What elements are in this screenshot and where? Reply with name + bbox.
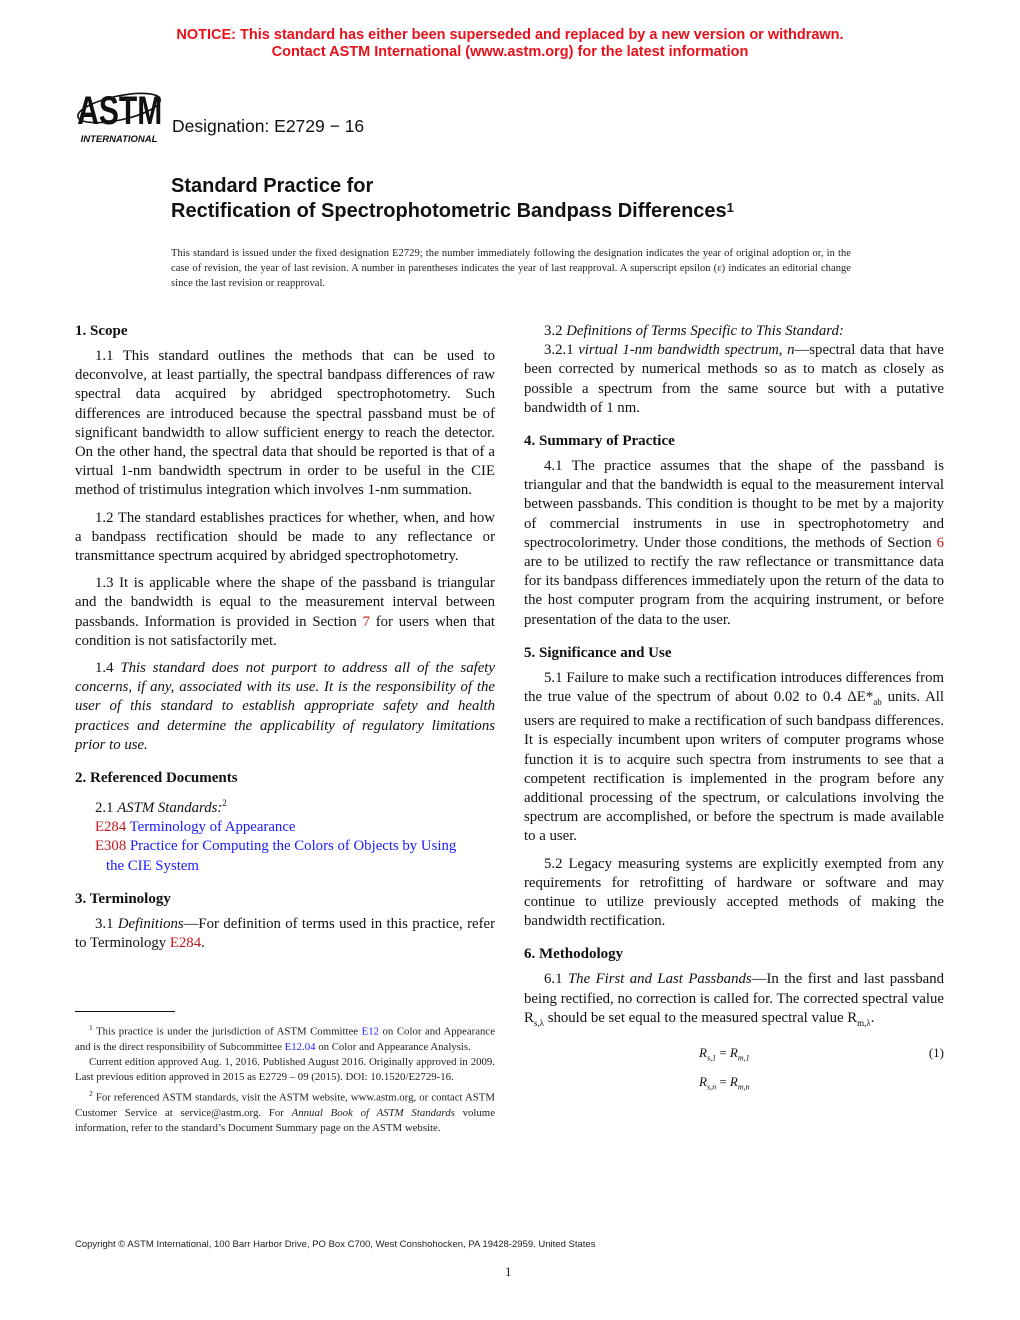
section-heading-methodology: 6. Methodology [524,946,624,963]
e284-link[interactable]: E284 [169,935,202,951]
footnote-2: $^2$ For referenced ASTM standards, visit the ASTM website, www.astm.org, or contact ASTM Customer Service at service@astm.org. For Annual Book of ASTM Standards volume information, refer to the standard’s Document Summary page on the ASTM website. [75,1088,495,1134]
title-footnote-mark[interactable]: 1 [726,200,734,215]
paragraph-3-2: 3.2 Definitions of Terms Specific to This Standard: [544,323,844,339]
title-line-2: Rectification of Spectrophotometric Bandpass Differences$^1$ [171,200,734,222]
footnote-2-mark[interactable]: 2 [222,798,227,809]
subcommittee-e12-04-link[interactable]: E12.04 [284,1040,316,1053]
page-number: 1 [505,1264,512,1279]
footnotes [75,1020,495,1136]
copyright-notice: Copyright © ASTM International, 100 Barr Harbor Drive, PO Box C700, West Conshohocken, PA 19428-2959. United States [75,1239,596,1250]
paragraph-1-1: 1.1 This standard outlines the methods that can be used to deconvolve, at least partially, the spectral bandpass differences of raw spectral data acquired by abridged spectrophotometry. Such differences are introduced because the spectral passband must be of significant bandwidth to allow sufficient energy to reach the detector. On the other hand, the spectral data that should be reported is that of a virtual 1-nm bandwidth spectrum in order to be useful in the CIE method of tristimulus integration which involves 1-nm summation. [75,348,495,499]
issuance-statement: This standard is issued under the fixed designation E2729; the number immediately following the designation indicates the year of original adoption or, in the case of revision, the year of last revision. A number in parentheses indicates the year of last reapproval. A superscript epsilon (ε) indicates an editorial change since the last revision or reapproval. [171,248,851,289]
footnote-divider [75,1011,175,1012]
section-heading-summary: 4. Summary of Practice [524,433,675,450]
footnote-1: $^1$ This practice is under the jurisdiction of ASTM Committee E12 on Color and Appearance and is the direct responsibility of Subcommittee E12.04 on Color and Appearance Analysis. [75,1023,496,1053]
notice-line-2: Contact ASTM International (www.astm.org) for the latest information [271,44,749,60]
reference-title[interactable]: Practice for Computing the Colors of Objects by Using [129,838,457,855]
paragraph-1-2: 1.2 The standard establishes practices for whether, when, and how a bandpass rectification should be made to any reflectance or transmittance spectrum acquired by abridged spectrophotometry. [75,509,495,565]
paragraph-4-1: 4.1 The practice assumes that the shape of the passband is triangular and that the bandwidth is equal to the measurement interval between passbands. This condition is thought to be met by a majority of commercial instruments in use in spectrophotometry and spectrocolorimetry. Under those conditions, the methods of Section 6 are to be utilized to rectify the raw reflectance or transmittance data for its bandpass differences immediately upon the return of the data to the host computer program from the acquiring instrument, or before presentation of the data to the user. [524,458,944,628]
section-heading-terminology: 3. Terminology [75,890,171,907]
reference-e308[interactable] [75,837,495,875]
notice-line-1: NOTICE: This standard has either been superseded and replaced by a new version or withdrawn. [176,27,844,43]
astm-logo [74,78,164,146]
referenced-standards-list [75,818,495,876]
reference-code[interactable]: E284 [95,819,127,836]
left-column [75,322,495,953]
equation-line-first: $R_{s,1} = R_{m,1}$ [699,1045,750,1063]
reference-title[interactable]: Terminology of Appearance [129,819,296,836]
edition-info: Current edition approved Aug. 1, 2016. Published August 2016. Originally approved in 2009. Last previous edition approved in 2015 as E2729 – 09 (2015). DOI: 10.1520/E2729-16. [75,1056,495,1084]
paragraph-1-4: 1.4 This standard does not purport to address all of the safety concerns, if any, associated with its use. It is the responsibility of the user of this standard to establish appropriate safety and health practices and determine the applicability of regulatory limitations prior to use. [75,660,495,753]
section-7-link[interactable]: 7 [362,613,370,630]
reference-title-continued[interactable]: the CIE System [106,857,199,874]
paragraph-3-1: 3.1 Definitions—For definition of terms used in this practice, refer to Terminology E284. [75,915,495,951]
withdrawal-notice [0,27,1020,61]
section-6-link[interactable]: 6 [936,534,944,551]
svg-text:ASTM: ASTM [77,88,163,134]
paragraph-3-2-1: 3.2.1 virtual 1-nm bandwidth spectrum, n—spectral data that have been corrected by numerical methods so as to match as closely as possible a spectrum from the same source but with a putative bandwidth of 1 nm. [524,342,944,416]
paragraph-5-1: 5.1 Failure to make such a rectification introduces differences from the true value of the spectrum of about 0.02 to 0.4 $\Delta E*_{ab}$ units. All users are required to make a rectification of such bandpass differences. It is especially incumbent upon writers of computer programs whose function it is to acquire such spectra from instruments to see that a competent rectification is implemented in the program before any additional processing of the spectrum, or calculations involving the spectrum are accomplished, or before the spectrum is made available to a user. [524,669,944,845]
document-title [171,174,734,224]
section-heading-referenced-documents: 2. Referenced Documents [75,770,238,787]
reference-e284[interactable] [75,818,495,837]
paragraph-1-3: 1.3 It is applicable where the shape of the passband is triangular and the bandwidth is equal to the measurement interval between passbands. Information is provided in Section 7 for users when that condition is not satisfactorily met. [75,575,496,649]
designation: Designation: E2729 − 16 [172,116,365,136]
paragraph-2-1: 2.1 ASTM Standards:$^2$ [95,798,227,816]
reference-code[interactable]: E308 [95,838,127,855]
section-heading-significance: 5. Significance and Use [524,644,672,661]
right-column [524,322,944,1105]
title-line-1: Standard Practice for [171,175,374,197]
committee-e12-link[interactable]: E12 [361,1025,380,1038]
astm-logo-icon [74,78,164,146]
section-heading-scope: 1. Scope [75,323,128,339]
paragraph-5-2: 5.2 Legacy measuring systems are explicitly exempted from any requirements for retrofitting of hardware or software and may continue to utilize previously accepted methods of making the bandwidth rectification. [524,855,944,930]
svg-text:INTERNATIONAL: INTERNATIONAL [80,134,158,145]
paragraph-6-1: 6.1 The First and Last Passbands—In the first and last passband being rectified, no correction is called for. The corrected spectral value $R_{s,\lambda}$ should be set equal to the measured spectral value $R_{m,\lambda}$. [524,971,944,1028]
equation-1 [524,1039,944,1105]
equation-line-last: $R_{s,n} = R_{m,n}$ [699,1074,750,1092]
equation-number: (1) [928,1045,944,1060]
